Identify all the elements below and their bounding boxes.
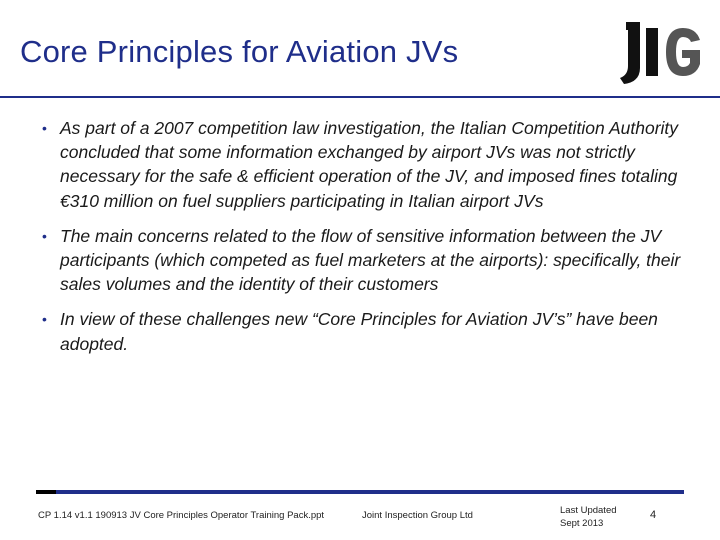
bullet-icon: • <box>42 120 47 136</box>
footer-divider-accent <box>36 490 56 494</box>
footer-file-name: CP 1.14 v1.1 190913 JV Core Principles Operator Training Pack.ppt <box>38 510 325 521</box>
bullet-text: The main concerns related to the flow of sensitive information between the JV participants (which competed as fuel marketers at the airports): specifically, their sales volumes and the identity of their customers <box>60 225 681 295</box>
bullet-text: As part of a 2007 competition law investigation, the Italian Competition Authority concluded that some information exchanged by airport JVs was not strictly necessary for the safe & efficient operation of the JV, and imposed fines totaling €310 million on fuel suppliers participating in Italian airport JVs <box>60 118 679 211</box>
slide-title: Core Principles for Aviation JVs <box>20 34 459 69</box>
footer-last-updated <box>560 505 617 530</box>
page-number: 4 <box>650 509 657 521</box>
bullet-item <box>40 116 690 213</box>
bullet-item <box>40 224 690 297</box>
last-updated-label: Last Updated <box>560 505 617 516</box>
footer-divider <box>36 490 684 494</box>
title-divider <box>0 96 720 98</box>
bullet-list <box>40 116 690 367</box>
jig-logo <box>616 18 706 86</box>
bullet-item <box>40 307 690 355</box>
bullet-icon: • <box>42 311 47 328</box>
bullet-text: In view of these challenges new “Core Principles for Aviation JV’s” have been adopted. <box>60 309 658 354</box>
last-updated-value: Sept 2013 <box>560 517 604 529</box>
footer-organization: Joint Inspection Group Ltd <box>362 510 473 521</box>
bullet-icon: • <box>42 227 47 244</box>
